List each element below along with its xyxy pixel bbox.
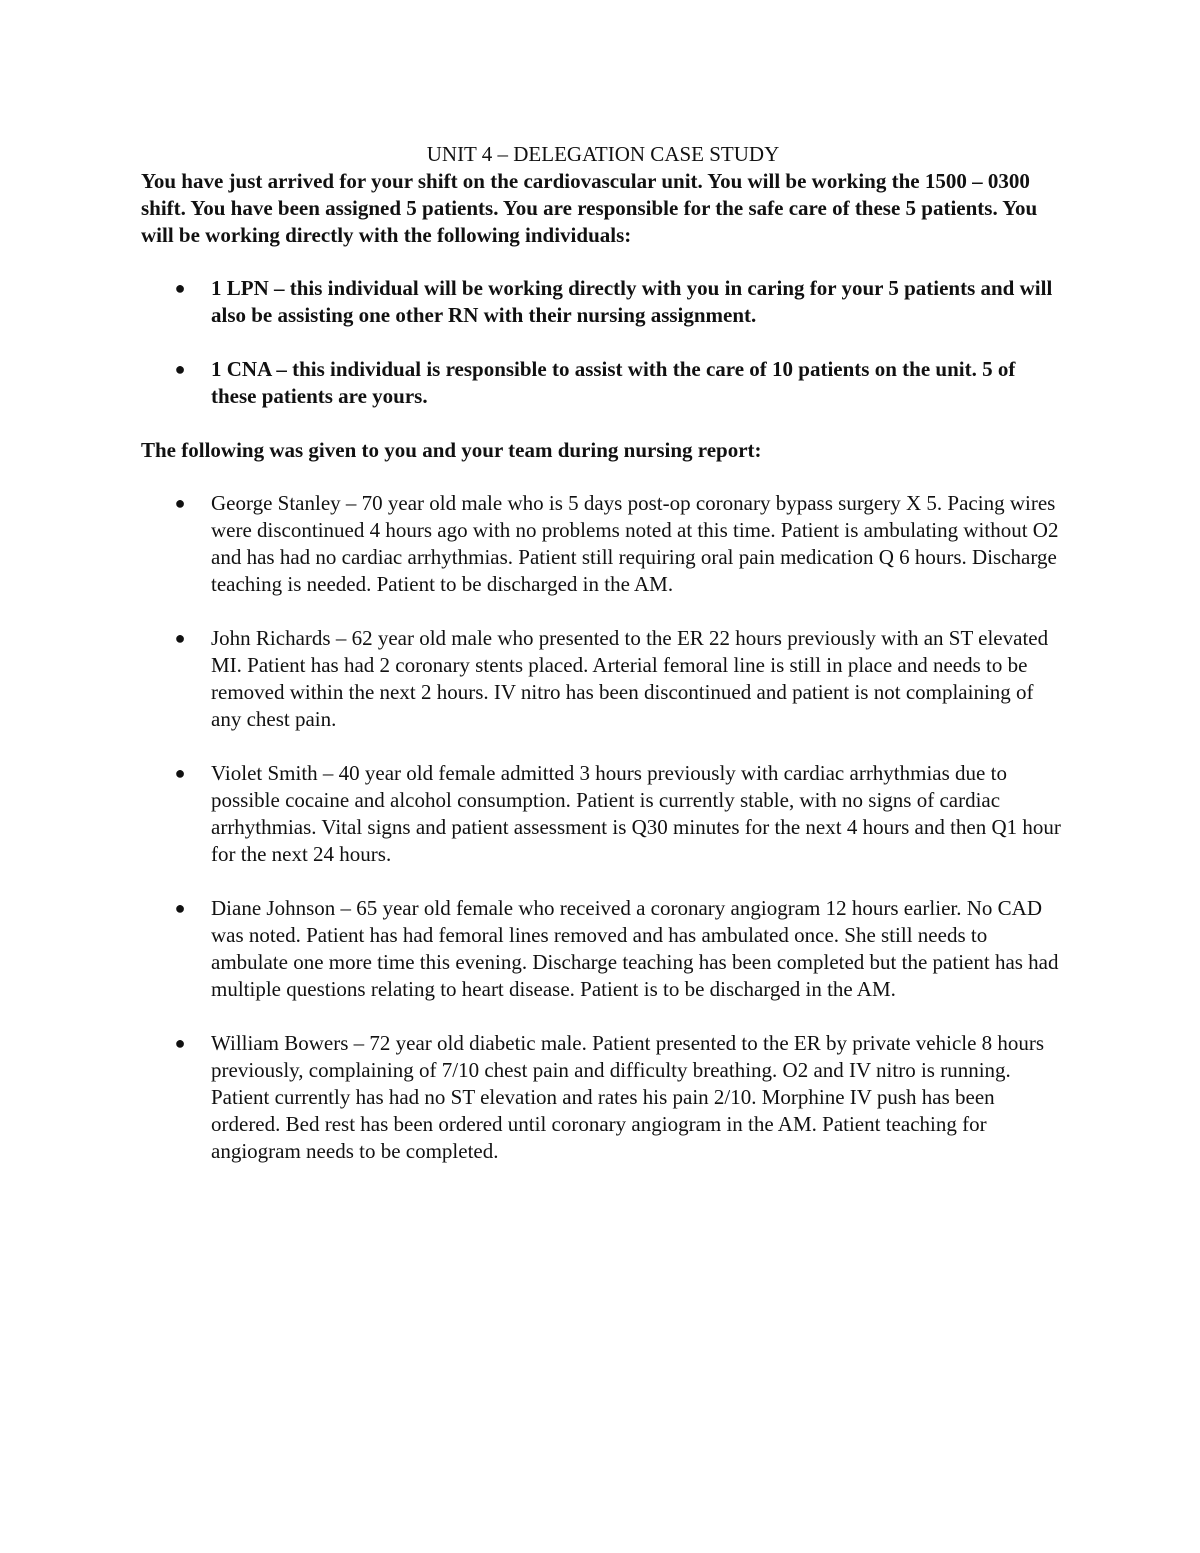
staff-item-text: 1 LPN – this individual will be working directly with you in caring for your 5 patients and will also be assisting one other RN with their nursing assignment. (211, 276, 1053, 327)
patient-item-text: George Stanley – 70 year old male who is 5 days post-op coronary bypass surgery X 5. Pacing wires were discontinued 4 hours ago with no problems noted at this time. Patient is ambulating without O2 and has had no cardiac arrhythmias. Patient still requiring oral pain medication Q 6 hours. Discharge teaching is needed. Patient to be discharged in the AM. (211, 491, 1059, 596)
bullet-icon: ● (174, 763, 186, 783)
patient-item-text: John Richards – 62 year old male who presented to the ER 22 hours previously with an ST elevated MI. Patient has had 2 coronary stents placed. Arterial femoral line is still in place and needs to be removed within the next 2 hours. IV nitro has been discontinued and patient is not complaining of any chest pain. (211, 626, 1049, 731)
staff-item-text: 1 CNA – this individual is responsible to assist with the care of 10 patients on the unit. 5 of these patients are yours. (211, 357, 1016, 408)
staff-item-cna (141, 356, 1061, 410)
bullet-icon: ● (174, 493, 186, 513)
patient-item-john-richards (141, 625, 1061, 733)
bullet-icon: ● (174, 359, 186, 379)
patient-item-william-bowers (141, 1030, 1061, 1165)
staff-item-lpn (141, 275, 1061, 329)
patient-item-text: Violet Smith – 40 year old female admitted 3 hours previously with cardiac arrhythmias due to possible cocaine and alcohol consumption. Patient is currently stable, with no signs of cardiac arrhythmias. Vital signs and patient assessment is Q30 minutes for the next 4 hours and then Q1 hour for the next 24 hours. (211, 761, 1061, 866)
patient-item-george-stanley (141, 490, 1061, 598)
document-page (141, 141, 1061, 1192)
bullet-icon: ● (174, 1033, 186, 1053)
patient-item-text: William Bowers – 72 year old diabetic male. Patient presented to the ER by private vehicle 8 hours previously, complaining of 7/10 chest pain and difficulty breathing. O2 and IV nitro is running. Patient currently has had no ST elevation and rates his pain 2/10. Morphine IV push has been ordered. Bed rest has been ordered until coronary angiogram in the AM. Patient teaching for angiogram needs to be completed. (211, 1031, 1045, 1163)
bullet-icon: ● (174, 898, 186, 918)
patient-item-diane-johnson (141, 895, 1061, 1003)
intro-paragraph: You have just arrived for your shift on the cardiovascular unit. You will be working the 1500 – 0300 shift. You have been assigned 5 patients. You are responsible for the safe care of these 5 patients. You will be working directly with the following individuals: (141, 169, 1038, 247)
bullet-icon: ● (174, 278, 186, 298)
patient-item-violet-smith (141, 760, 1061, 868)
staff-list (141, 275, 1061, 410)
report-intro: The following was given to you and your team during nursing report: (141, 438, 762, 462)
bullet-icon: ● (174, 628, 186, 648)
patient-list (141, 490, 1061, 1165)
patient-item-text: Diane Johnson – 65 year old female who received a coronary angiogram 12 hours earlier. No CAD was noted. Patient has had femoral lines removed and has ambulated once. She still needs to ambulate one more time this evening. Discharge teaching has been completed but the patient has had multiple questions relating to heart disease. Patient is to be discharged in the AM. (211, 896, 1059, 1001)
document-title: UNIT 4 – DELEGATION CASE STUDY (426, 142, 780, 166)
